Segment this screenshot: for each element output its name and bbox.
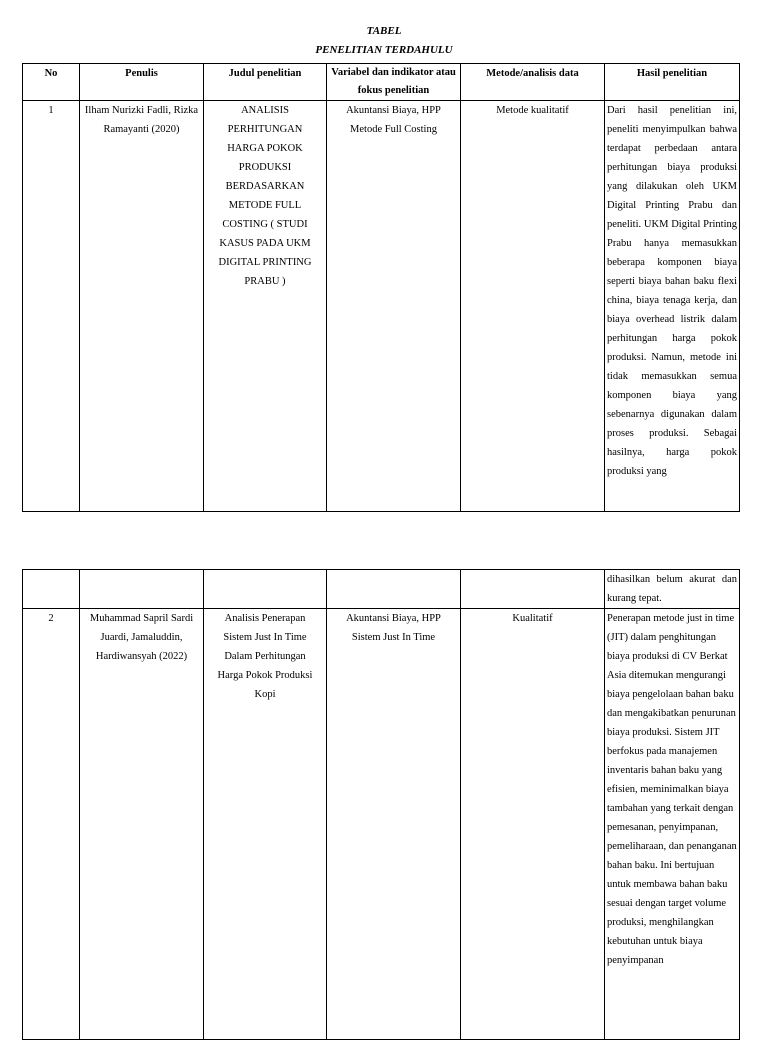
cell-empty bbox=[461, 570, 605, 609]
table-row-continuation bbox=[23, 570, 740, 609]
cell-empty bbox=[80, 570, 204, 609]
cell-metode: Kualitatif bbox=[461, 609, 605, 1040]
header-variabel: Variabel dan indikator atau fokus penelitian bbox=[327, 64, 461, 101]
header-hasil: Hasil penelitian bbox=[605, 64, 740, 101]
cell-variabel: Akuntansi Biaya, HPP Sistem Just In Time bbox=[327, 609, 461, 1040]
cell-empty bbox=[327, 570, 461, 609]
cell-empty bbox=[23, 570, 80, 609]
cell-no: 1 bbox=[23, 101, 80, 512]
research-table-page-top bbox=[22, 63, 740, 512]
cell-hasil-continued: dihasilkan belum akurat dan kurang tepat. bbox=[605, 570, 740, 609]
cell-hasil: Penerapan metode just in time (JIT) dalam penghitungan biaya produksi di CV Berkat Asia ditemukan mengurangi biaya pengelolaan bahan baku dan mengakibatkan penurunan biaya produksi. Sistem JIT berfokus pada manajemen inventaris bahan baku yang efisien, meminimalkan biaya tambahan yang terkait dengan pemesanan, penyimpanan, pemeliharaan, dan penanganan bahan baku. Ini bertujuan untuk membawa bahan baku sesuai dengan target volume produksi, menghilangkan kebutuhan untuk biaya penyimpanan bbox=[605, 609, 740, 1040]
cell-empty bbox=[204, 570, 327, 609]
table-header-row bbox=[23, 64, 740, 101]
header-penulis: Penulis bbox=[80, 64, 204, 101]
cell-penulis: Muhammad Sapril Sardi Juardi, Jamaluddin, Hardiwansyah (2022) bbox=[80, 609, 204, 1040]
cell-metode: Metode kualitatif bbox=[461, 101, 605, 512]
cell-judul: ANALISIS PERHITUNGAN HARGA POKOK PRODUKSI BERDASARKAN METODE FULL COSTING ( STUDI KASUS PADA UKM DIGITAL PRINTING PRABU ) bbox=[204, 101, 327, 512]
cell-variabel: Akuntansi Biaya, HPP Metode Full Costing bbox=[327, 101, 461, 512]
table-row bbox=[23, 101, 740, 512]
cell-no: 2 bbox=[23, 609, 80, 1040]
research-table-page-continued bbox=[22, 569, 740, 1040]
cell-hasil: Dari hasil penelitian ini, peneliti menyimpulkan bahwa terdapat perbedaan antara perhitungan biaya produksi yang dilakukan oleh UKM Digital Printing Prabu dan peneliti. UKM Digital Printing Prabu hanya memasukkan beberapa komponen biaya seperti biaya bahan baku flexi china, biaya tenaga kerja, dan biaya overhead listrik dalam perhitungan harga pokok produksi. Namun, metode ini tidak memasukkan semua komponen biaya yang sebenarnya digunakan dalam proses produksi. Sebagai hasilnya, harga pokok produksi yang bbox=[605, 101, 740, 512]
table-row bbox=[23, 609, 740, 1040]
header-metode: Metode/analisis data bbox=[461, 64, 605, 101]
table-title: PENELITIAN TERDAHULU bbox=[315, 44, 453, 56]
header-judul: Judul penelitian bbox=[204, 64, 327, 101]
cell-penulis: Ilham Nurizki Fadli, Rizka Ramayanti (2020) bbox=[80, 101, 204, 512]
cell-judul: Analisis Penerapan Sistem Just In Time Dalam Perhitungan Harga Pokok Produksi Kopi bbox=[204, 609, 327, 1040]
table-caption: TABEL bbox=[366, 25, 402, 37]
header-no: No bbox=[23, 64, 80, 101]
